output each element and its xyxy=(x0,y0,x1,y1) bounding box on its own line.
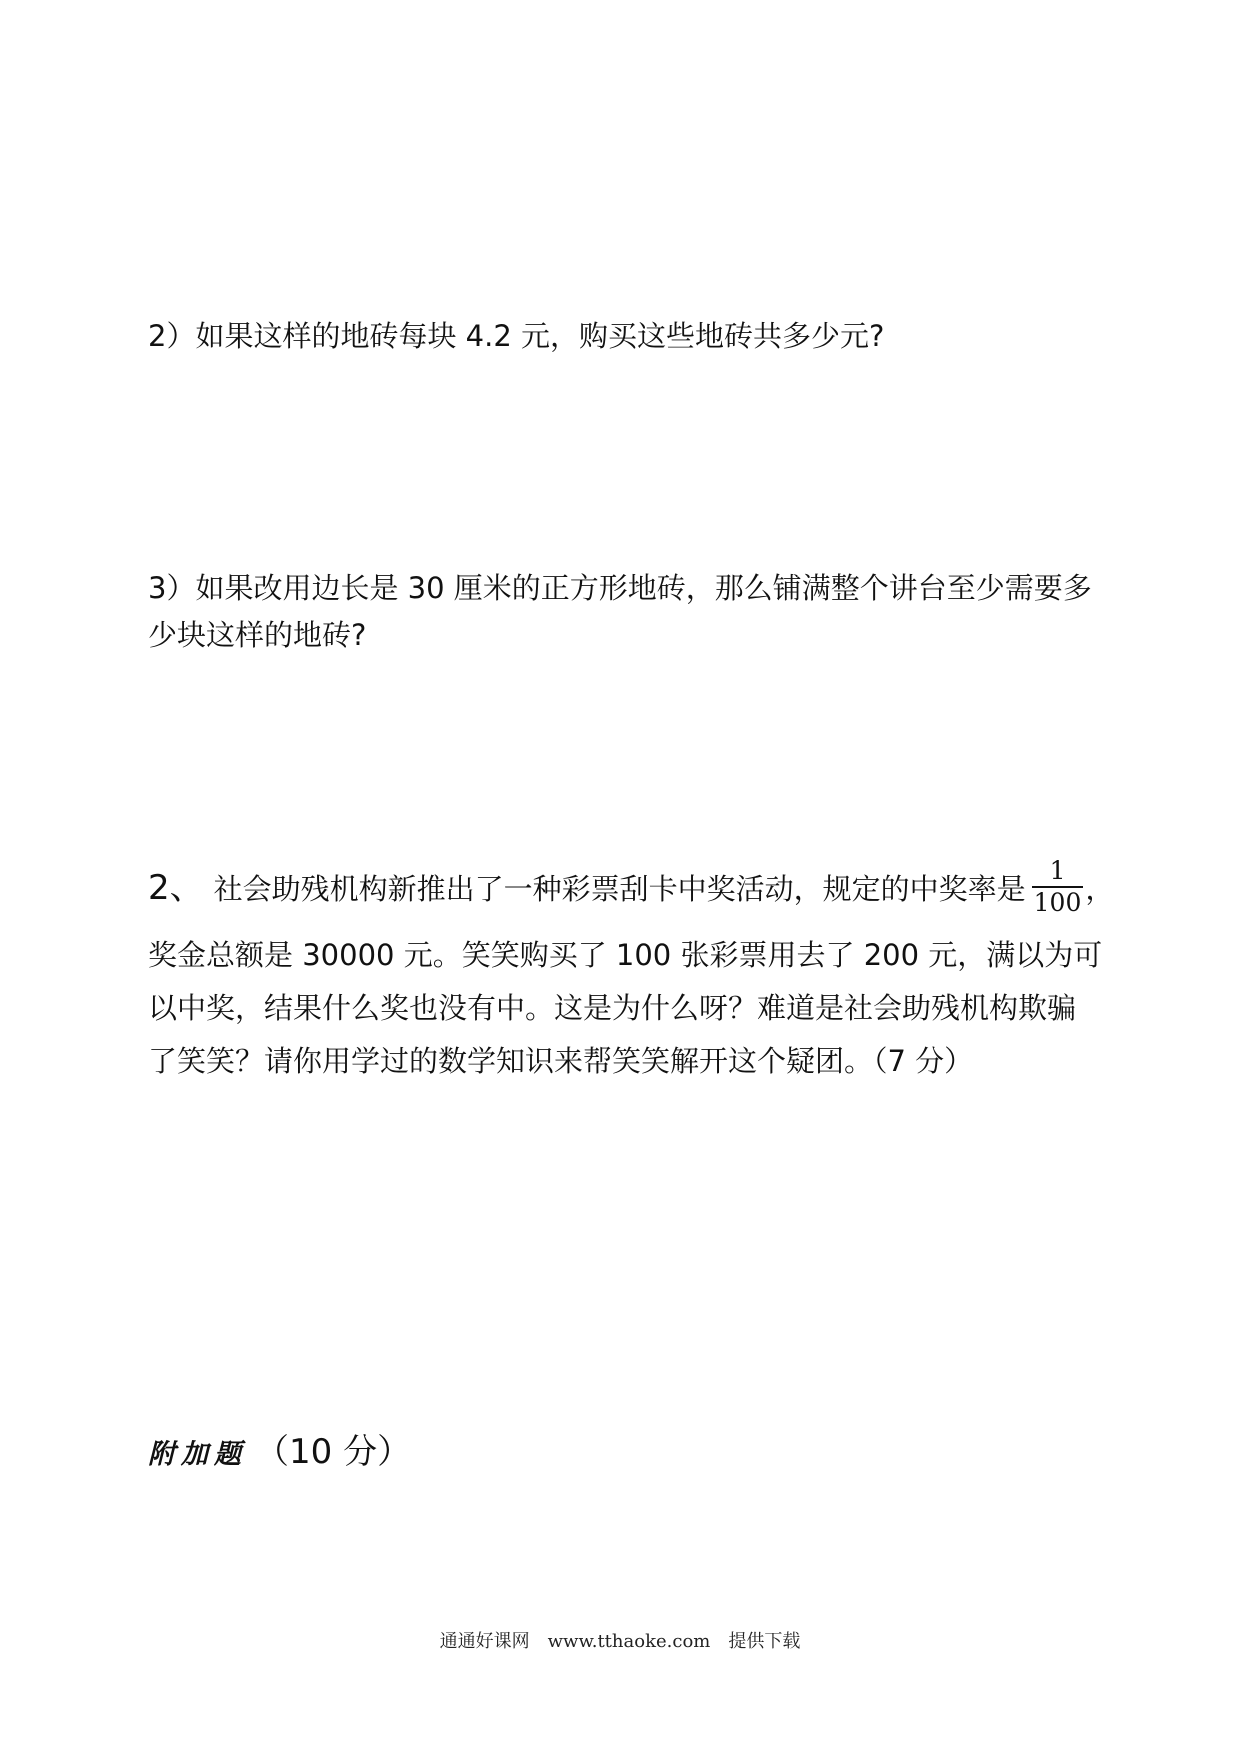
question-1-part-2: 2）如果这样的地砖每块 4.2 元，购买这些地砖共多少元? xyxy=(148,319,885,353)
fraction-denominator: 100 xyxy=(1033,888,1082,917)
question-2-line-2: 奖金总额是 30000 元。笑笑购买了 100 张彩票用去了 200 元，满以为可 xyxy=(148,938,1103,972)
extra-question-label: 附加题 xyxy=(148,1439,247,1470)
question-2-line-1 xyxy=(148,856,1115,921)
extra-question-heading xyxy=(148,1430,411,1477)
fraction-numerator: 1 xyxy=(1049,856,1066,885)
question-2-line-4: 了笑笑？请你用学过的数学知识来帮笑笑解开这个疑团。（7 分） xyxy=(148,1044,974,1078)
question-2-number: 2、 xyxy=(148,868,204,908)
page-footer: 通通好课网 www.tthaoke.com 提供下载 xyxy=(439,1631,801,1652)
question-2-line-3: 以中奖，结果什么奖也没有中。这是为什么呀？难道是社会助残机构欺骗 xyxy=(148,991,1077,1025)
question-2-text-start: 社会助残机构新推出了一种彩票刮卡中奖活动，规定的中奖率是 xyxy=(213,872,1026,906)
question-2-comma: ， xyxy=(1085,872,1115,906)
question-1-part-3-line-1: 3）如果改用边长是 30 厘米的正方形地砖，那么铺满整个讲台至少需要多 xyxy=(148,571,1092,605)
extra-question-points: （10 分） xyxy=(255,1432,412,1472)
probability-fraction xyxy=(1032,857,1084,917)
question-1-part-3-line-2: 少块这样的地砖? xyxy=(148,618,367,652)
